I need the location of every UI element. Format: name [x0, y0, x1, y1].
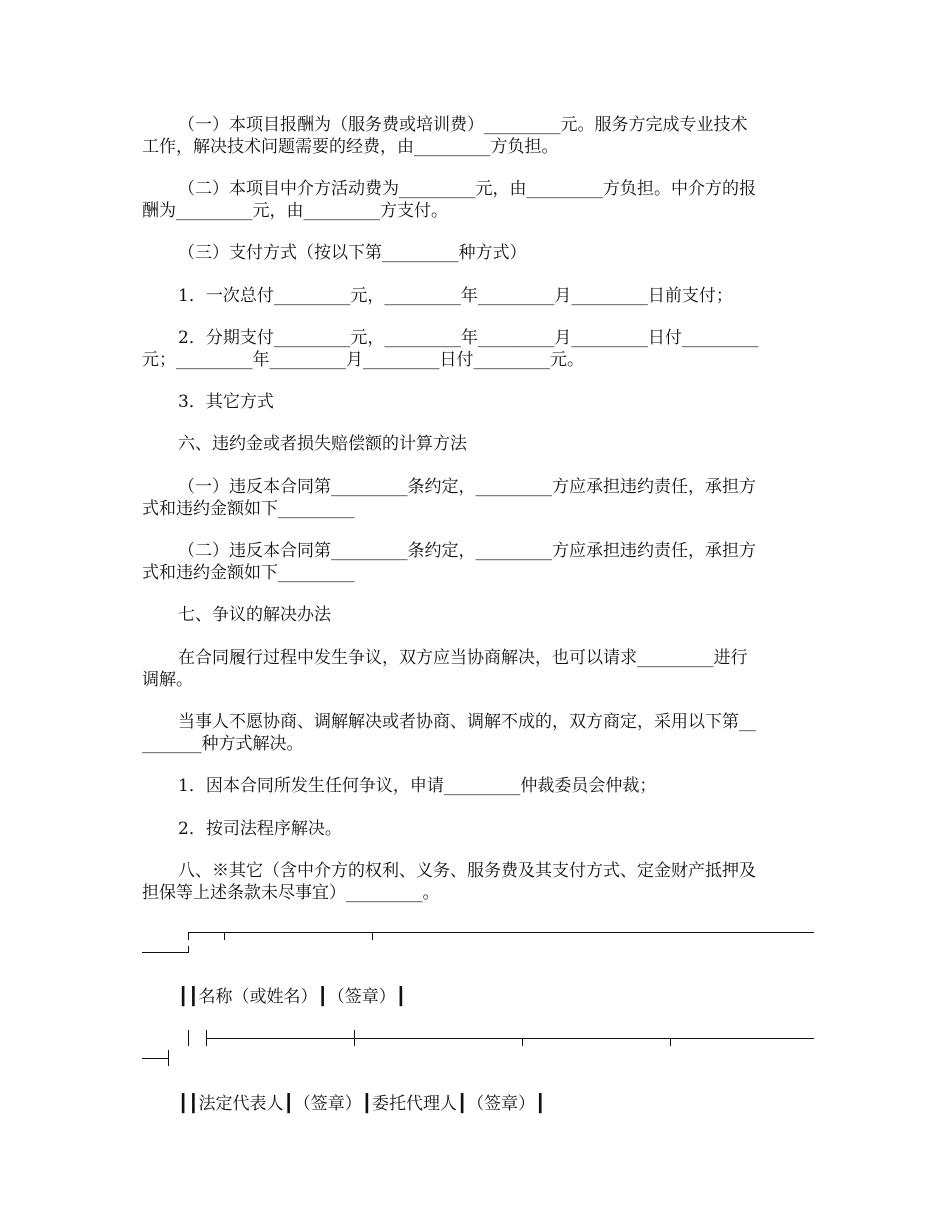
table-row-name: ┃┃名称（或姓名）┃（签章）┃ — [178, 987, 406, 1007]
clause-text: 式和违约金额如下_________ — [142, 499, 355, 519]
clause-text: 2．按司法程序解决。 — [178, 819, 342, 839]
clause-text: 1．一次总付_________元，_________年_________月_________日前支付； — [178, 286, 733, 306]
clause-text: （一）本项目报酬为（服务费或培训费）_________元。服务方完成专业技术 — [178, 115, 748, 135]
table-rule — [670, 1038, 671, 1046]
table-border-top — [142, 928, 814, 968]
table-rule — [522, 1038, 523, 1046]
table-rule — [372, 932, 373, 940]
clause-text: 3．其它方式 — [178, 392, 274, 412]
clause-text: 工作，解决技术问题需要的经费，由_________方负担。 — [142, 137, 559, 157]
table-rule — [142, 952, 188, 953]
clause-text: （二）本项目中介方活动费为_________元，由_________方负担。中介方的报 — [178, 179, 756, 199]
clause-text: （一）违反本合同第_________条约定，_________方应承担违约责任，承担方 — [178, 477, 756, 497]
table-rule — [206, 1038, 814, 1039]
table-rule — [224, 932, 225, 940]
table-border-middle — [142, 1028, 814, 1068]
table-rule — [188, 1030, 189, 1046]
section-heading: 七、争议的解决办法 — [178, 605, 331, 625]
section-heading: 八、※其它（含中介方的权利、义务、服务费及其支付方式、定金财产抵押及 — [178, 861, 756, 881]
table-rule — [188, 946, 189, 953]
table-rule — [188, 932, 189, 940]
clause-text: 担保等上述条款未尽事宜）_________。 — [142, 883, 440, 903]
clause-text: 在合同履行过程中发生争议，双方应当协商解决，也可以请求_________进行 — [178, 648, 748, 668]
clause-text: （二）违反本合同第_________条约定，_________方应承担违约责任，承担方 — [178, 541, 756, 561]
clause-text: 元；_________年_________月_________日付_________元。 — [142, 350, 584, 370]
table-row-representative: ┃┃法定代表人┃（签章）┃委托代理人┃（签章）┃ — [178, 1094, 546, 1114]
clause-text: 调解。 — [142, 670, 193, 690]
clause-text: 酬为_________元，由_________方支付。 — [142, 201, 448, 221]
clause-text: （三）支付方式（按以下第_________种方式） — [178, 243, 527, 263]
clause-text: _______种方式解决。 — [142, 734, 304, 754]
clause-text: 2．分期支付_________元，_________年_________月_________日付_________ — [178, 328, 759, 348]
table-rule — [188, 932, 814, 933]
table-rule — [142, 1058, 168, 1059]
clause-text: 当事人不愿协商、调解解决或者协商、调解不成的，双方商定，采用以下第__ — [178, 712, 756, 732]
table-rule — [354, 1030, 355, 1046]
clause-text: 1．因本合同所发生任何争议，申请_________仲裁委员会仲裁； — [178, 776, 657, 796]
section-heading: 六、违约金或者损失赔偿额的计算方法 — [178, 434, 467, 454]
clause-text: 式和违约金额如下_________ — [142, 563, 355, 583]
table-rule — [168, 1050, 169, 1066]
